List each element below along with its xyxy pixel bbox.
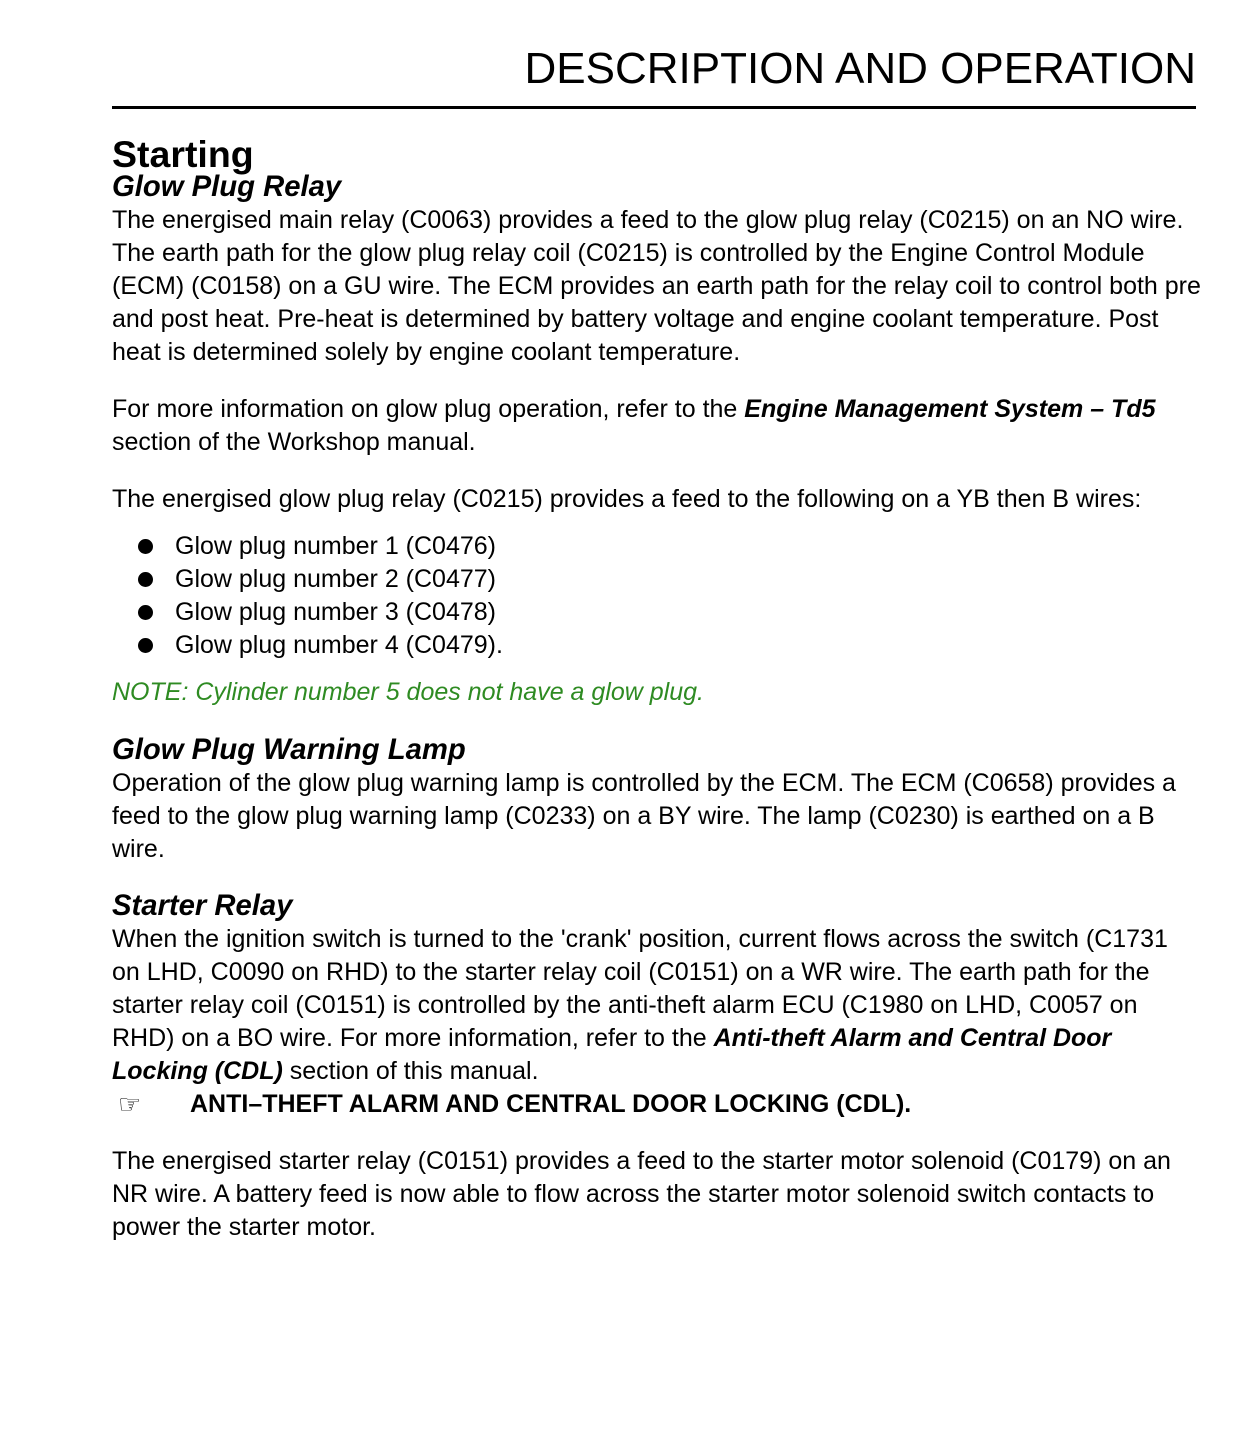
cross-reference-text: ANTI–THEFT ALARM AND CENTRAL DOOR LOCKING (CDL). [190, 1090, 912, 1118]
warning-lamp-heading: Glow Plug Warning Lamp [112, 734, 466, 766]
page-title: DESCRIPTION AND OPERATION [524, 44, 1196, 93]
bullet-icon [138, 605, 153, 620]
info-prefix: For more information on glow plug operation, refer to the [112, 395, 745, 423]
section-title: Starting [112, 133, 254, 175]
warning-lamp-paragraph: Operation of the glow plug warning lamp is controlled by the ECM. The ECM (C0658) provides a feed to the glow plug warning lamp (C0233) on a BY wire. The lamp (C0230) is earthed on a B wire. [112, 769, 1176, 863]
cross-reference-link[interactable] [112, 1088, 1202, 1121]
bullet-icon [138, 572, 153, 587]
list-item: Glow plug number 2 (C0477) [112, 563, 1202, 596]
document-body [112, 133, 1202, 1244]
glow-plug-relay-paragraph: The energised main relay (C0063) provides a feed to the glow plug relay (C0215) on an NO wire. The earth path for the glow plug relay coil (C0215) is controlled by the Engine Control Module (ECM) (C0158) on a GU wire. The ECM provides an earth path for the relay coil to control both pre and post heat. Pre-heat is determined by battery voltage and engine coolant temperature. Post heat is determined solely by engine coolant temperature. [112, 206, 1201, 366]
bullet-icon [138, 638, 153, 653]
pointing-hand-icon: ☞ [118, 1089, 142, 1119]
header-divider [112, 106, 1196, 109]
glow-plug-info-paragraph [112, 393, 1202, 459]
starter-relay-heading: Starter Relay [112, 890, 293, 922]
info-suffix: section of the Workshop manual. [112, 428, 476, 456]
list-item: Glow plug number 4 (C0479). [112, 629, 1202, 662]
anti-theft-reference: Anti-theft Alarm and Central Door Locking (CDL) [112, 1024, 1112, 1085]
list-item: Glow plug number 1 (C0476) [112, 530, 1202, 563]
glow-plug-feed-paragraph: The energised glow plug relay (C0215) provides a feed to the following on a YB then B wires: [112, 485, 1142, 513]
glow-plug-relay-heading: Glow Plug Relay [112, 171, 342, 203]
starter-relay-paragraph: When the ignition switch is turned to the 'crank' position, current flows across the switch (C1731 on LHD, C0090 on RHD) to the starter relay coil (C0151) on a WR wire. The earth path for the starter relay coil (C0151) is controlled by the anti-theft alarm ECU (C1980 on LHD, C0057 on RHD) on a BO wire. For more information, refer to the Anti-theft Alarm and Central Door Locking (CDL) section of this manual. [112, 925, 1168, 1085]
bullet-icon [138, 539, 153, 554]
glow-plug-list [112, 530, 1202, 662]
starter-motor-paragraph: The energised starter relay (C0151) provides a feed to the starter motor solenoid (C0179) on an NR wire. A battery feed is now able to flow across the starter motor solenoid switch contacts to power the starter motor. [112, 1147, 1171, 1241]
engine-management-reference: Engine Management System – Td5 [744, 395, 1156, 423]
list-item: Glow plug number 3 (C0478) [112, 596, 1202, 629]
cylinder-note: NOTE: Cylinder number 5 does not have a glow plug. [112, 678, 704, 706]
